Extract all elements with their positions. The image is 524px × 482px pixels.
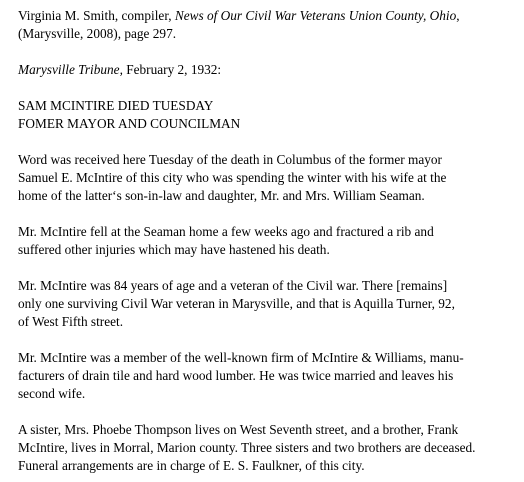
paragraph-line: A sister, Mrs. Phoebe Thompson lives on West Seventh street, and a brother, Frank <box>18 422 459 437</box>
headline-line-2: FOMER MAYOR AND COUNCILMAN <box>18 116 241 131</box>
headline-line-1: SAM MCINTIRE DIED TUESDAY <box>18 98 214 113</box>
citation-book-title-suffix: , <box>456 8 460 23</box>
citation-line-1 <box>18 7 518 25</box>
citation <box>18 7 518 43</box>
source-date: February 2, 1932: <box>122 62 222 77</box>
paragraph <box>18 151 518 205</box>
paragraph-line: suffered other injuries which may have hastened his death. <box>18 242 330 257</box>
citation-publication-line: (Marysville, 2008), page 297. <box>18 26 177 41</box>
paragraph <box>18 421 518 475</box>
citation-author: Virginia M. Smith, compiler, <box>18 8 175 23</box>
paragraph <box>18 349 518 403</box>
citation-book-title: News of Our Civil War Veterans Union County, Ohio <box>174 8 457 23</box>
paragraph-line: second wife. <box>18 386 86 401</box>
paragraph-line: Mr. McIntire fell at the Seaman home a few weeks ago and fractured a rib and <box>18 224 434 239</box>
paragraph-line: Funeral arrangements are in charge of E. S. Faulkner, of this city. <box>18 458 365 473</box>
paragraph-line: Word was received here Tuesday of the death in Columbus of the former mayor <box>18 152 442 167</box>
paragraph-line: Mr. McIntire was 84 years of age and a veteran of the Civil war. There [remains] <box>18 278 448 293</box>
paragraph-line: McIntire, lives in Morral, Marion county. Three sisters and two brothers are deceased. <box>18 440 476 455</box>
source-line <box>18 61 518 79</box>
paragraph-line: of West Fifth street. <box>18 314 124 329</box>
paragraph-line: Mr. McIntire was a member of the well-known firm of McIntire & Williams, manu- <box>18 350 464 365</box>
paragraph <box>18 223 518 259</box>
paragraph-line: Samuel E. McIntire of this city who was spending the winter with his wife at the <box>18 170 447 185</box>
paragraph-line: home of the latter‘s son-in-law and daughter, Mr. and Mrs. William Seaman. <box>18 188 425 203</box>
paragraph-line: only one surviving Civil War veteran in Marysville, and that is Aquilla Turner, 92, <box>18 296 455 311</box>
paragraph-line: facturers of drain tile and hard wood lumber. He was twice married and leaves his <box>18 368 454 383</box>
source-newspaper: Marysville Tribune, <box>18 62 123 77</box>
headline <box>18 97 518 133</box>
paragraph <box>18 277 518 331</box>
